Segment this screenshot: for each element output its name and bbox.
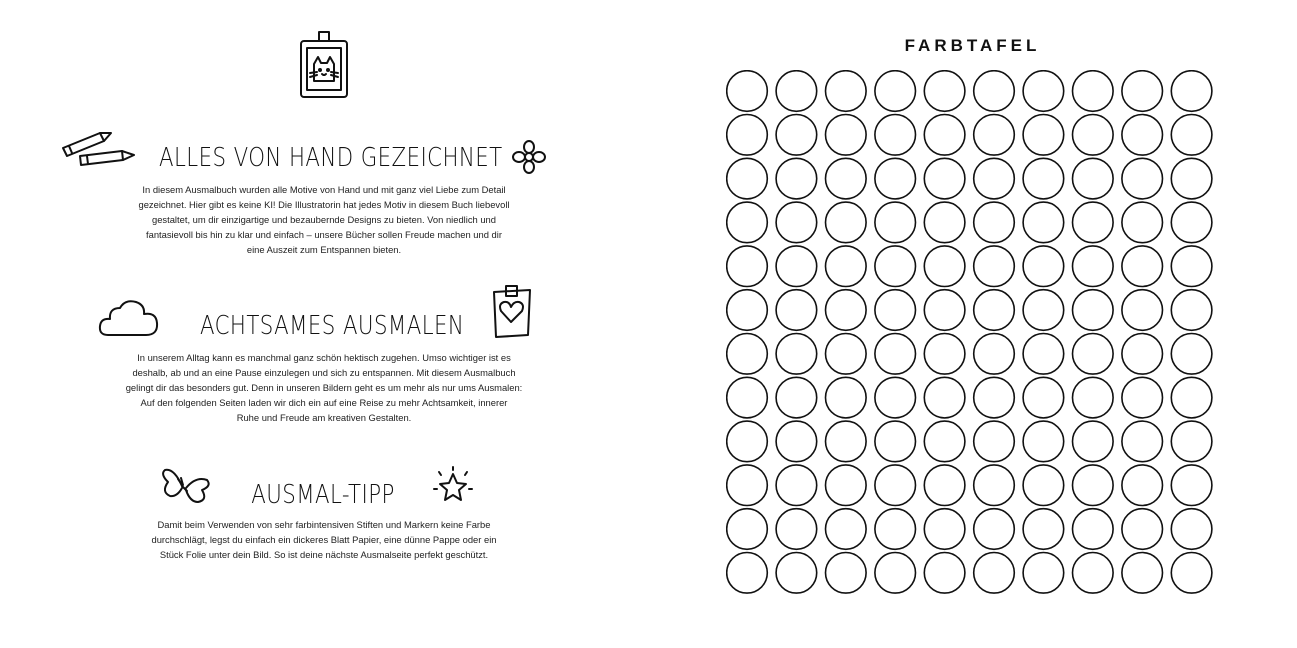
color-swatch-circle bbox=[875, 465, 916, 506]
color-swatch-circle bbox=[826, 115, 867, 156]
color-swatch-circle bbox=[1023, 115, 1064, 156]
section-body-hand-drawn bbox=[84, 182, 564, 257]
cloud-icon bbox=[98, 297, 160, 339]
color-swatch-circle bbox=[826, 509, 867, 550]
color-swatch-circle bbox=[1122, 421, 1163, 462]
color-swatch-circle bbox=[875, 290, 916, 331]
color-swatch-circle bbox=[1023, 465, 1064, 506]
color-swatch-circle bbox=[1171, 334, 1212, 375]
star-icon bbox=[431, 466, 475, 508]
body-line: Ruhe und Freude am kreativen Gestalten. bbox=[236, 412, 412, 423]
color-swatch-circle bbox=[974, 334, 1015, 375]
color-swatch-circle bbox=[1171, 465, 1212, 506]
color-swatch-circle bbox=[924, 334, 965, 375]
body-line: Damit beim Verwenden von sehr farbintensiven Stiften und Markern keine Farbe bbox=[157, 519, 491, 530]
color-swatch-circle bbox=[727, 158, 768, 199]
color-swatch-circle bbox=[1023, 71, 1064, 112]
color-swatch-circle bbox=[727, 553, 768, 594]
color-swatch-circle bbox=[1171, 158, 1212, 199]
page-title: FARBTAFEL bbox=[904, 36, 1041, 55]
color-swatch-circle bbox=[875, 377, 916, 418]
color-swatch-circle bbox=[1073, 71, 1114, 112]
color-swatch-circle bbox=[924, 115, 965, 156]
color-swatch-circle bbox=[974, 421, 1015, 462]
color-swatch-circle bbox=[974, 509, 1015, 550]
color-swatch-circle bbox=[1073, 115, 1114, 156]
color-swatch-circle bbox=[974, 465, 1015, 506]
color-swatch-circle bbox=[826, 421, 867, 462]
body-line: eine Auszeit zum Entspannen bieten. bbox=[246, 244, 402, 255]
color-swatch-circle bbox=[727, 202, 768, 243]
color-swatch-circle bbox=[776, 465, 817, 506]
color-swatch-circle bbox=[1073, 158, 1114, 199]
color-swatch-circle bbox=[1073, 465, 1114, 506]
color-swatch-circle bbox=[1171, 421, 1212, 462]
color-swatch-circle bbox=[1171, 377, 1212, 418]
color-swatch-circle bbox=[776, 334, 817, 375]
color-swatch-circle bbox=[924, 246, 965, 287]
color-swatch-circle bbox=[924, 202, 965, 243]
section-title-tip: AUSMAL-TIPP bbox=[251, 480, 395, 510]
color-swatch-circle bbox=[974, 290, 1015, 331]
color-swatch-circle bbox=[974, 115, 1015, 156]
color-swatch-circle bbox=[1171, 290, 1212, 331]
color-swatch-circle bbox=[776, 202, 817, 243]
color-swatch-circle bbox=[924, 421, 965, 462]
color-swatch-circle bbox=[974, 377, 1015, 418]
color-swatch-circle bbox=[1122, 158, 1163, 199]
color-swatch-circle bbox=[974, 71, 1015, 112]
color-swatch-circle bbox=[727, 377, 768, 418]
color-swatch-circle bbox=[1171, 553, 1212, 594]
color-swatch-circle bbox=[924, 377, 965, 418]
color-swatch-circle bbox=[974, 246, 1015, 287]
body-line: In diesem Ausmalbuch wurden alle Motive von Hand und mit ganz viel Liebe zum Detail bbox=[142, 184, 506, 195]
color-swatch-circle bbox=[1023, 553, 1064, 594]
color-swatch-circle bbox=[776, 377, 817, 418]
color-swatch-circle bbox=[1023, 202, 1064, 243]
section-body-mindful bbox=[79, 350, 569, 425]
color-swatch-circle bbox=[1023, 158, 1064, 199]
color-swatch-circle bbox=[776, 421, 817, 462]
crayons-icon bbox=[60, 130, 138, 170]
color-swatch-circle bbox=[1023, 509, 1064, 550]
color-swatch-circle bbox=[875, 115, 916, 156]
color-swatch-circle bbox=[727, 334, 768, 375]
color-swatch-circle bbox=[924, 509, 965, 550]
color-swatch-circle bbox=[1023, 421, 1064, 462]
color-swatch-circle bbox=[1073, 377, 1114, 418]
body-line: fantasievoll bis hin zu klar und einfach – unsere Bücher sollen Freude machen und dir bbox=[146, 229, 502, 240]
butterfly-icon bbox=[160, 466, 212, 506]
color-swatch-circle bbox=[1122, 509, 1163, 550]
color-swatch-circle bbox=[924, 158, 965, 199]
color-swatch-circle bbox=[1073, 509, 1114, 550]
color-swatch-circle bbox=[1073, 202, 1114, 243]
section-body-tip bbox=[104, 517, 544, 562]
color-swatch-circle bbox=[1171, 202, 1212, 243]
color-swatch-circle bbox=[1122, 246, 1163, 287]
color-swatch-circle bbox=[727, 509, 768, 550]
color-swatch-circle bbox=[776, 158, 817, 199]
color-swatch-circle bbox=[1073, 246, 1114, 287]
color-swatch-circle bbox=[875, 421, 916, 462]
cat-frame-icon bbox=[298, 31, 350, 101]
color-swatch-circle bbox=[1122, 115, 1163, 156]
color-swatch-circle bbox=[727, 246, 768, 287]
color-swatch-circle bbox=[776, 71, 817, 112]
section-title-hand-drawn: ALLES VON HAND GEZEICHNET bbox=[159, 143, 503, 173]
color-swatch-circle bbox=[1023, 377, 1064, 418]
body-line: gelingt dir das besonders gut. Denn in unseren Bildern geht es um mehr als nur ums Ausmalen: bbox=[125, 382, 523, 393]
color-swatch-circle bbox=[826, 158, 867, 199]
color-swatch-circle bbox=[974, 158, 1015, 199]
color-swatch-circle bbox=[1171, 115, 1212, 156]
color-swatch-circle bbox=[875, 71, 916, 112]
color-swatch-circle bbox=[924, 465, 965, 506]
section-title-mindful: ACHTSAMES AUSMALEN bbox=[200, 311, 465, 341]
color-swatch-circle bbox=[826, 202, 867, 243]
body-line: durchschlägt, legst du einfach ein dickeres Blatt Papier, eine dünne Pappe oder ein bbox=[151, 534, 497, 545]
color-swatch-circle bbox=[924, 71, 965, 112]
color-swatch-circle bbox=[826, 71, 867, 112]
color-swatch-circle bbox=[875, 246, 916, 287]
color-swatch-circle bbox=[1122, 465, 1163, 506]
body-line: gestaltet, um dir einzigartige und bezaubernde Designs zu bieten. Von niedlich und bbox=[152, 214, 496, 225]
color-swatch-circle bbox=[826, 246, 867, 287]
body-line: deshalb, ab und an eine Pause einzulegen und sich zu entspannen. Mit diesem Ausmalbuch bbox=[132, 367, 516, 378]
left-page bbox=[0, 0, 648, 648]
body-line: In unserem Alltag kann es manchmal ganz schön hektisch zugehen. Umso wichtiger ist es bbox=[137, 352, 511, 363]
color-swatch-circle bbox=[1023, 246, 1064, 287]
color-swatch-circle bbox=[924, 553, 965, 594]
color-swatch-circle bbox=[1122, 202, 1163, 243]
color-swatch-circle bbox=[776, 290, 817, 331]
color-swatch-circle bbox=[1122, 377, 1163, 418]
color-swatch-circle bbox=[727, 71, 768, 112]
color-swatch-circle bbox=[826, 553, 867, 594]
color-swatch-circle bbox=[924, 290, 965, 331]
color-swatch-circle bbox=[826, 377, 867, 418]
color-swatch-circle bbox=[1073, 290, 1114, 331]
color-swatch-grid bbox=[726, 70, 1218, 594]
color-swatch-circle bbox=[1023, 290, 1064, 331]
color-swatch-circle bbox=[776, 509, 817, 550]
color-swatch-circle bbox=[1073, 421, 1114, 462]
color-swatch-circle bbox=[875, 509, 916, 550]
color-swatch-circle bbox=[1122, 553, 1163, 594]
color-swatch-circle bbox=[776, 115, 817, 156]
heart-tag-icon bbox=[490, 284, 534, 340]
color-swatch-circle bbox=[875, 202, 916, 243]
color-swatch-circle bbox=[826, 465, 867, 506]
color-swatch-circle bbox=[1073, 553, 1114, 594]
color-swatch-circle bbox=[826, 290, 867, 331]
flower-icon bbox=[512, 140, 546, 174]
color-swatch-circle bbox=[1171, 71, 1212, 112]
body-line: Stück Folie unter dein Bild. So ist deine nächste Ausmalseite perfekt geschützt. bbox=[159, 549, 489, 560]
color-swatch-circle bbox=[1171, 509, 1212, 550]
right-page bbox=[648, 0, 1297, 648]
body-line: gezeichnet. Hier gibt es keine KI! Die Illustratorin hat jedes Motiv in diesem Buch liebevoll bbox=[138, 199, 510, 210]
color-swatch-circle bbox=[974, 553, 1015, 594]
color-swatch-circle bbox=[974, 202, 1015, 243]
color-swatch-circle bbox=[875, 553, 916, 594]
color-swatch-circle bbox=[776, 246, 817, 287]
color-swatch-circle bbox=[1122, 290, 1163, 331]
color-swatch-circle bbox=[875, 334, 916, 375]
color-swatch-circle bbox=[1122, 71, 1163, 112]
color-swatch-circle bbox=[727, 290, 768, 331]
color-swatch-circle bbox=[727, 465, 768, 506]
body-line: Auf den folgenden Seiten laden wir dich ein auf eine Reise zu mehr Achtsamkeit, innerer bbox=[140, 397, 508, 408]
color-swatch-circle bbox=[1171, 246, 1212, 287]
color-swatch-circle bbox=[1073, 334, 1114, 375]
color-swatch-circle bbox=[727, 421, 768, 462]
color-swatch-circle bbox=[776, 553, 817, 594]
color-swatch-circle bbox=[875, 158, 916, 199]
color-swatch-circle bbox=[1023, 334, 1064, 375]
color-swatch-circle bbox=[1122, 334, 1163, 375]
color-swatch-circle bbox=[727, 115, 768, 156]
color-swatch-circle bbox=[826, 334, 867, 375]
